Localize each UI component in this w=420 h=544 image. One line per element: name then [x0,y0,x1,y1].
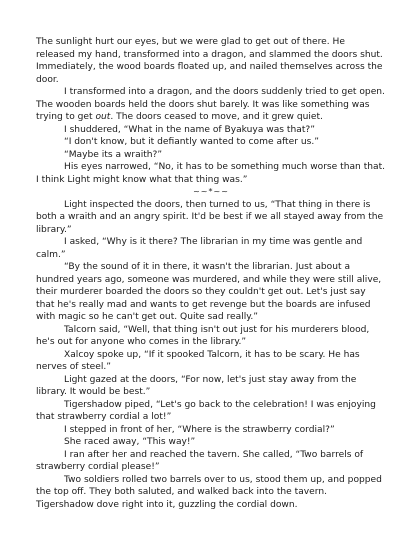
paragraph: I ran after her and reached the tavern. She called, “Two barrels of strawberry cordial please!” [36,449,364,472]
paragraph: I shuddered, “What in the name of Byakuya was that?” [64,124,315,135]
paragraph: I stepped in front of her, “Where is the strawberry cordial?” [64,424,335,435]
paragraph: “Maybe its a wraith?” [64,149,163,160]
paragraph: Xalcoy spoke up, “If it spooked Talcorn, it has to be scary. He has nerves of steel.” [36,349,360,372]
paragraph: She raced away, “This way!” [64,437,196,447]
emphasis: out [95,112,111,122]
paragraph: Talcorn said, “Well, that thing isn't out just for his murderers blood, he's out for anyone who comes in the library.” [36,324,370,347]
paragraph: Light gazed at the doors, “For now, let's just stay away from the library. It would be best.” [36,374,357,397]
paragraph: Tigershadow piped, “Let's go back to the celebration! I was enjoying that strawberry cordial a lot!” [36,399,376,422]
document-page [36,36,386,511]
paragraph: Two soldiers rolled two barrels over to us, stood them up, and popped the top off. They both saluted, and walked back into the tavern. Tigershadow dove right into it, guzzling the cordial down. [36,474,382,510]
paragraph: I transformed into a dragon, and the doors suddenly tried to get open. The wooden boards held the doors shut barely. It was like something was trying to get out. The doors ceased to move, and it grew quiet. [36,87,385,122]
paragraph: His eyes narrowed, “No, it has to be something much worse than that. I think Light might know what that thing was.” [36,162,386,185]
paragraph: “By the sound of it in there, it wasn't the librarian. Just about a hundred years ago, someone was murdered, and while they were still alive, their murderer boarded the doors so they couldn't get out. Let's just say that he's really mad and wants to get revenge but the boards are infused with magic so he can't get out. Quite sad really.” [36,262,382,322]
paragraph: “I don't know, but it defiantly wanted to come after us.” [64,137,319,147]
paragraph: I asked, “Why is it there? The librarian in my time was gentle and calm.” [36,237,363,260]
paragraph: Light inspected the doors, then turned to us, “That thing in there is both a wraith and an angry spirit. It'd be best if we all stayed away from the library.” [36,199,384,235]
paragraph: The sunlight hurt our eyes, but we were glad to get out of there. He released my hand, transformed into a dragon, and slammed the doors shut. Immediately, the wood boards floated up, and nailed themselves across the door. [36,37,383,85]
scene-separator: ~~*~~ [193,187,229,196]
